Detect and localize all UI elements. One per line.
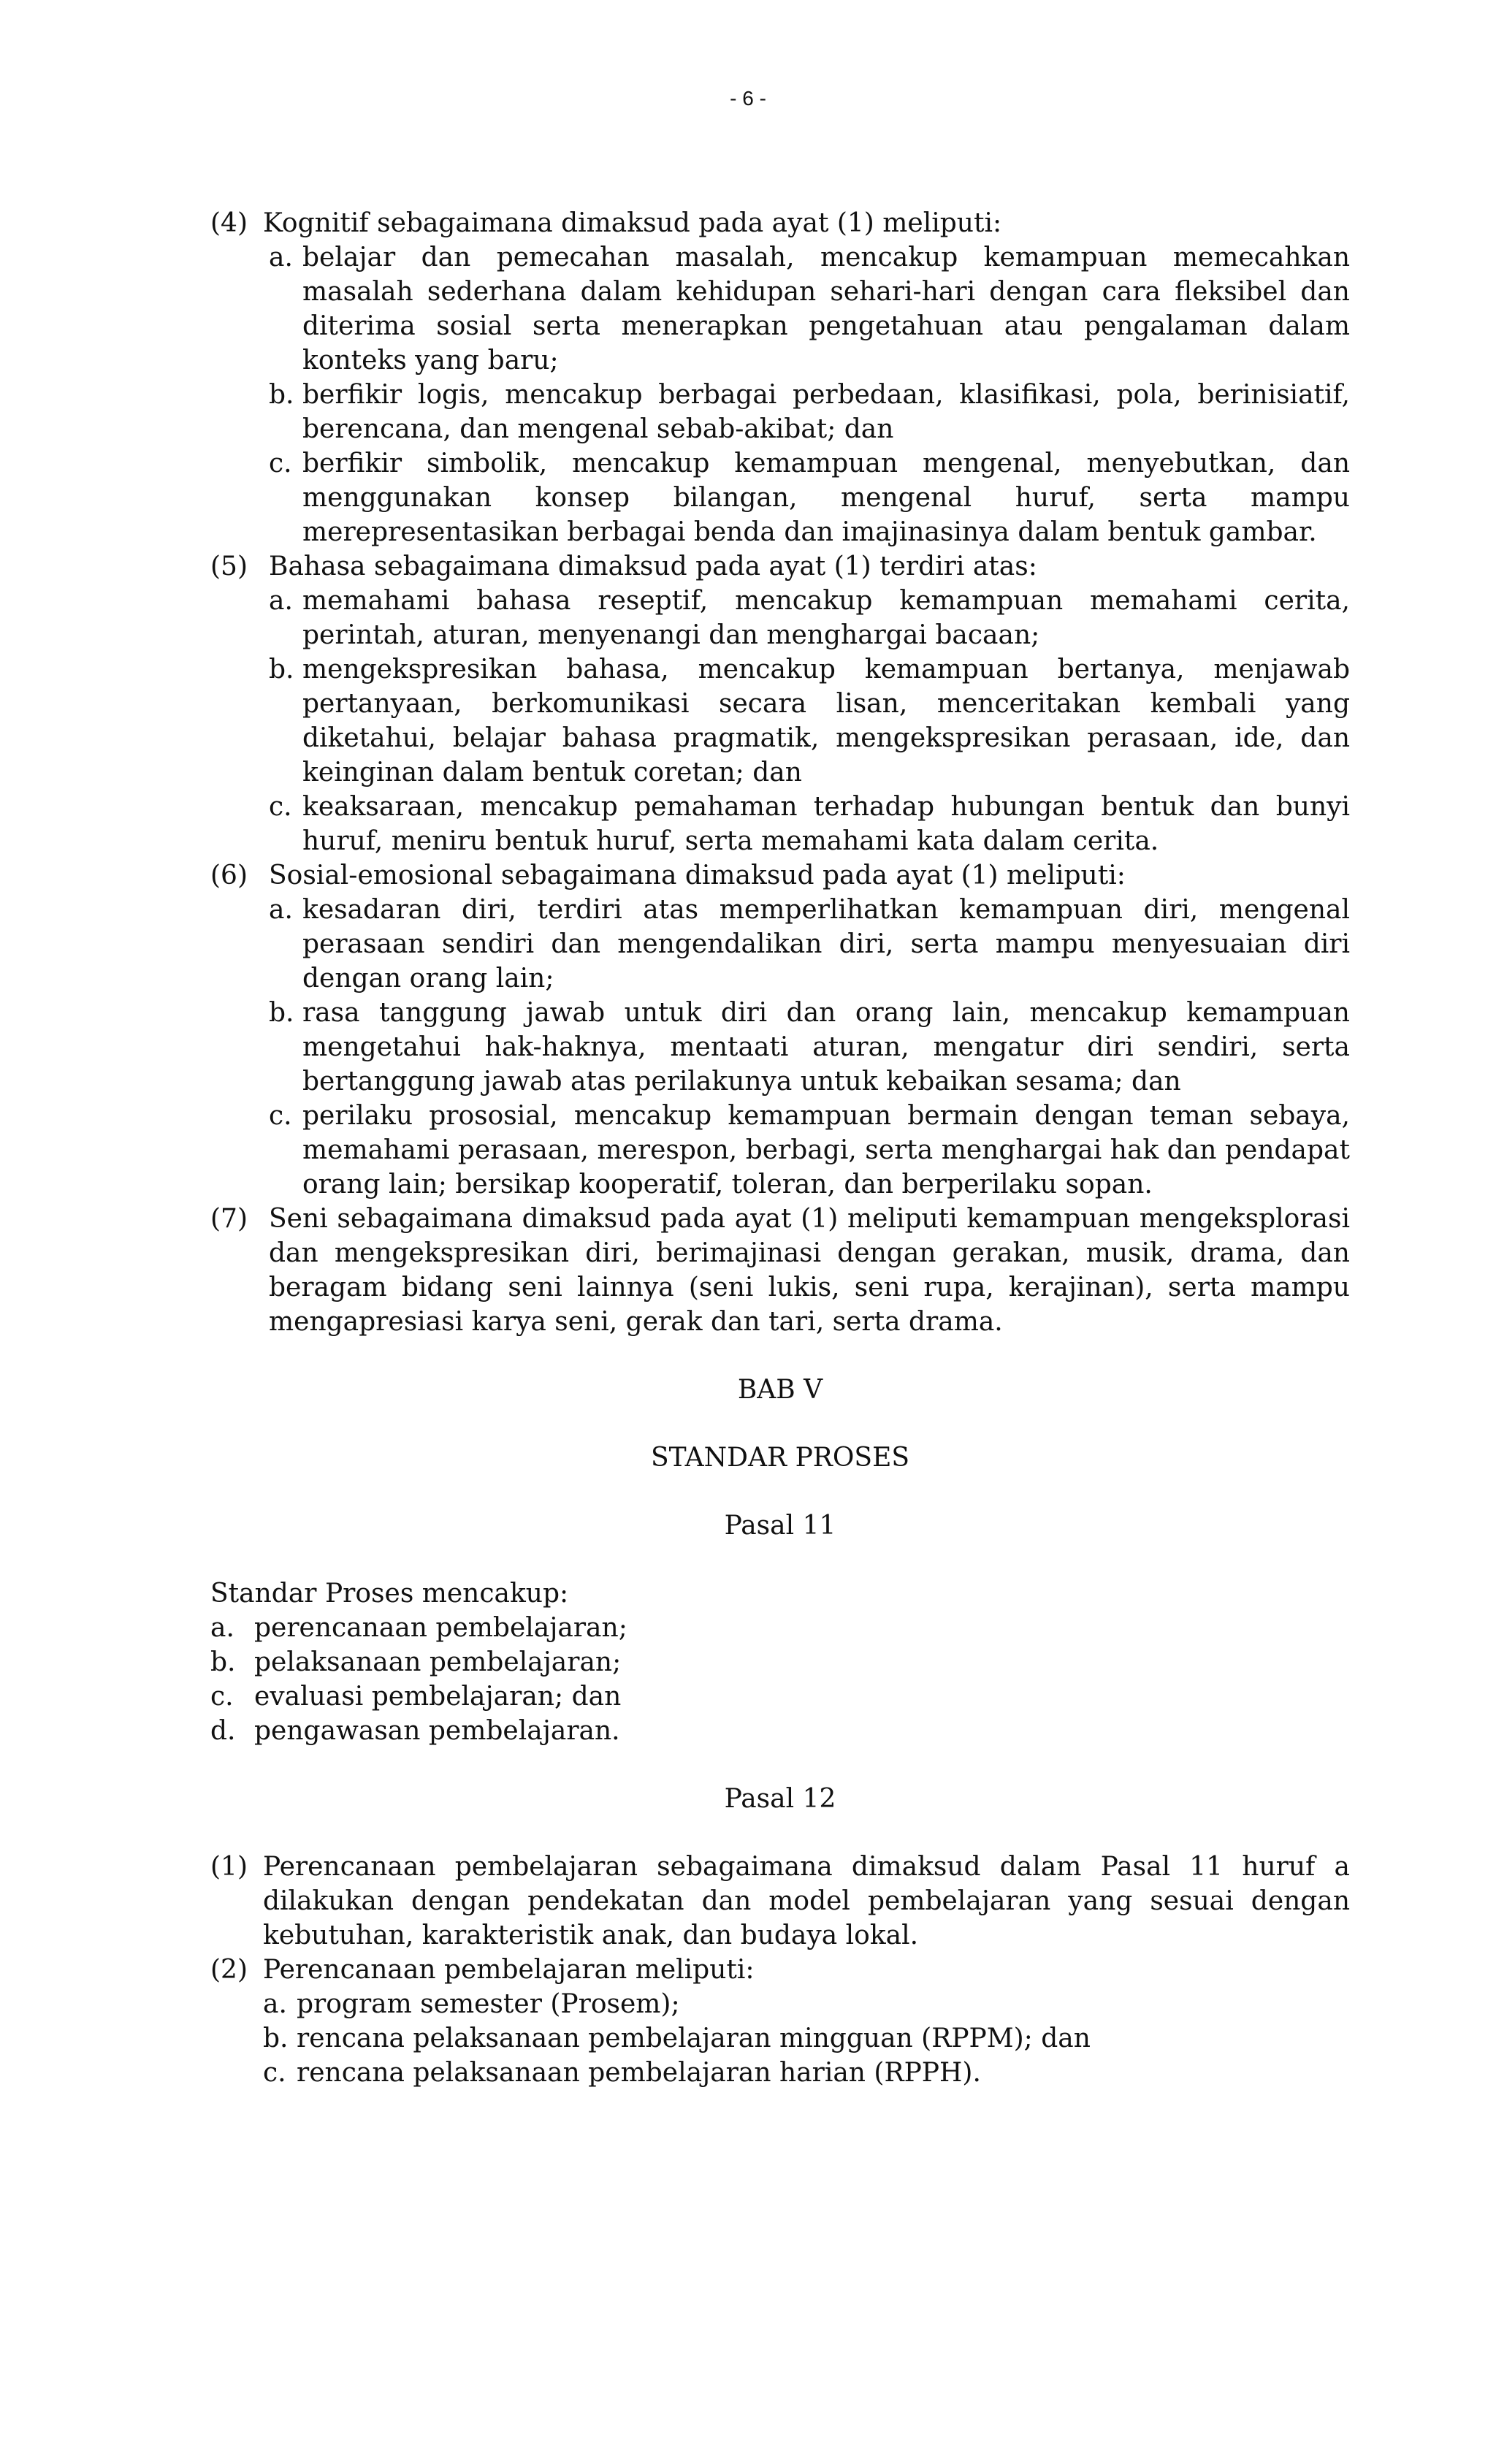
ayat-6-items (269, 893, 1350, 1202)
list-item (269, 996, 1350, 1099)
chapter-title: STANDAR PROSES (650, 1443, 910, 1473)
item-label: c. (263, 2058, 286, 2088)
ayat-5 (210, 549, 1350, 584)
item-text: kesadaran diri, terdiri atas memperlihatkan kemampuan diri, mengenal perasaan sendiri dan mengendalikan diri, serta mampu menyesuaian diri dengan orang lain; (302, 895, 1350, 993)
item-text: memahami bahasa reseptif, mencakup kemampuan memahami cerita, perintah, aturan, menyenangi dan menghargai bacaan; (302, 586, 1350, 650)
list-item (210, 1679, 1350, 1714)
ayat-label: (6) (210, 861, 248, 890)
ayat-6 (210, 858, 1350, 893)
item-label: a. (263, 1989, 287, 2019)
ayat-text: Seni sebagaimana dimaksud pada ayat (1) meliputi kemampuan mengeksplorasi dan mengekspresikan diri, berimajinasi dengan gerakan, musik, drama, dan beragam bidang seni lainnya (seni lukis, seni rupa, kerajinan), serta mampu mengapresiasi karya seni, gerak dan tari, serta drama. (269, 1204, 1350, 1337)
item-text: evaluasi pembelajaran; dan (254, 1682, 622, 1712)
item-text: perilaku prososial, mencakup kemampuan bermain dengan teman sebaya, memahami perasaan, merespon, berbagi, serta menghargai hak dan pendapat orang lain; bersikap kooperatif, toleran, dan berperilaku sopan. (302, 1101, 1350, 1199)
item-label: a. (210, 1613, 234, 1643)
list-item (269, 652, 1350, 790)
list-item (210, 1611, 1350, 1645)
list-item (210, 1714, 1350, 1748)
item-text: berfikir simbolik, mencakup kemampuan mengenal, menyebutkan, dan menggunakan konsep bilangan, mengenal huruf, serta mampu merepresentasikan berbagai benda dan imajinasinya dalam bentuk gambar. (302, 449, 1350, 547)
item-text: mengekspresikan bahasa, mencakup kemampuan bertanya, menjawab pertanyaan, berkomunikasi secara lisan, menceritakan kembali yang diketahui, belajar bahasa pragmatik, mengekspresikan perasaan, ide, dan keinginan dalam bentuk coretan; dan (302, 655, 1350, 787)
ayat-text: Perencanaan pembelajaran meliputi: (263, 1955, 755, 1985)
ayat-text: Bahasa sebagaimana dimaksud pada ayat (1) terdiri atas: (269, 552, 1037, 581)
item-text: rencana pelaksanaan pembelajaran mingguan (RPPM); dan (297, 2024, 1091, 2053)
pasal-12-ayat-1 (210, 1850, 1350, 1953)
ayat-5-items (269, 584, 1350, 858)
item-text: pengawasan pembelajaran. (254, 1716, 620, 1746)
item-label: c. (269, 449, 292, 478)
item-label: a. (269, 243, 293, 272)
item-text: belajar dan pemecahan masalah, mencakup kemampuan memecahkan masalah sederhana dalam kehidupan sehari-hari dengan cara fleksibel dan diterima sosial serta menerapkan pengetahuan atau pengalaman dalam konteks yang baru; (302, 243, 1350, 375)
item-label: b. (269, 380, 294, 410)
page-number: - 6 - (730, 87, 766, 110)
ayat-label: (4) (210, 208, 248, 238)
ayat-label: (7) (210, 1204, 248, 1234)
pasal-12-title: Pasal 12 (724, 1784, 836, 1814)
list-item (269, 584, 1350, 652)
list-item (269, 790, 1350, 858)
item-text: keaksaraan, mencakup pemahaman terhadap hubungan bentuk dan bunyi huruf, meniru bentuk huruf, serta memahami kata dalam cerita. (302, 792, 1350, 856)
pasal-12-ayat-2 (210, 1953, 1350, 1987)
ayat-4-items (269, 240, 1350, 549)
ayat-7 (210, 1202, 1350, 1339)
ayat-text: Sosial-emosional sebagaimana dimaksud pada ayat (1) meliputi: (269, 861, 1126, 890)
item-label: b. (210, 1647, 236, 1677)
ayat-label: (5) (210, 552, 248, 581)
ayat-text: Kognitif sebagaimana dimaksud pada ayat (1) meliputi: (263, 208, 1002, 238)
item-text: pelaksanaan pembelajaran; (254, 1647, 622, 1677)
list-item (269, 240, 1350, 378)
ayat-label: (1) (210, 1852, 248, 1882)
list-item (263, 2056, 1350, 2090)
pasal-11-items (210, 1611, 1350, 1748)
ayat-4 (210, 206, 1350, 240)
list-item (210, 1645, 1350, 1679)
list-item (263, 1987, 1350, 2021)
pasal-11-title: Pasal 11 (724, 1511, 836, 1541)
list-item (269, 1099, 1350, 1202)
page-content (210, 206, 1350, 2090)
list-item (263, 2021, 1350, 2056)
item-label: b. (263, 2024, 289, 2053)
item-text: program semester (Prosem); (297, 1989, 680, 2019)
chapter-number: BAB V (737, 1375, 823, 1405)
pasal-11-intro: Standar Proses mencakup: (210, 1579, 569, 1609)
item-label: b. (269, 998, 294, 1028)
item-label: d. (210, 1716, 236, 1746)
ayat-text: Perencanaan pembelajaran sebagaimana dimaksud dalam Pasal 11 huruf a dilakukan dengan pendekatan dan model pembelajaran yang sesuai dengan kebutuhan, karakteristik anak, dan budaya lokal. (263, 1852, 1350, 1950)
item-text: berfikir logis, mencakup berbagai perbedaan, klasifikasi, pola, berinisiatif, berencana, dan mengenal sebab-akibat; dan (302, 380, 1350, 444)
item-label: c. (269, 792, 292, 822)
list-item (269, 893, 1350, 996)
item-text: rencana pelaksanaan pembelajaran harian (RPPH). (297, 2058, 981, 2088)
ayat-label: (2) (210, 1955, 248, 1985)
list-item (269, 378, 1350, 446)
list-item (269, 446, 1350, 549)
item-text: rasa tanggung jawab untuk diri dan orang lain, mencakup kemampuan mengetahui hak-haknya, mentaati aturan, mengatur diri sendiri, serta bertanggung jawab atas perilakunya untuk kebaikan sesama; dan (302, 998, 1350, 1096)
pasal-12-ayat-2-items (263, 1987, 1350, 2090)
item-label: a. (269, 586, 293, 616)
item-label: c. (269, 1101, 292, 1131)
item-label: c. (210, 1682, 234, 1712)
item-text: perencanaan pembelajaran; (254, 1613, 627, 1643)
item-label: b. (269, 655, 294, 684)
item-label: a. (269, 895, 293, 925)
